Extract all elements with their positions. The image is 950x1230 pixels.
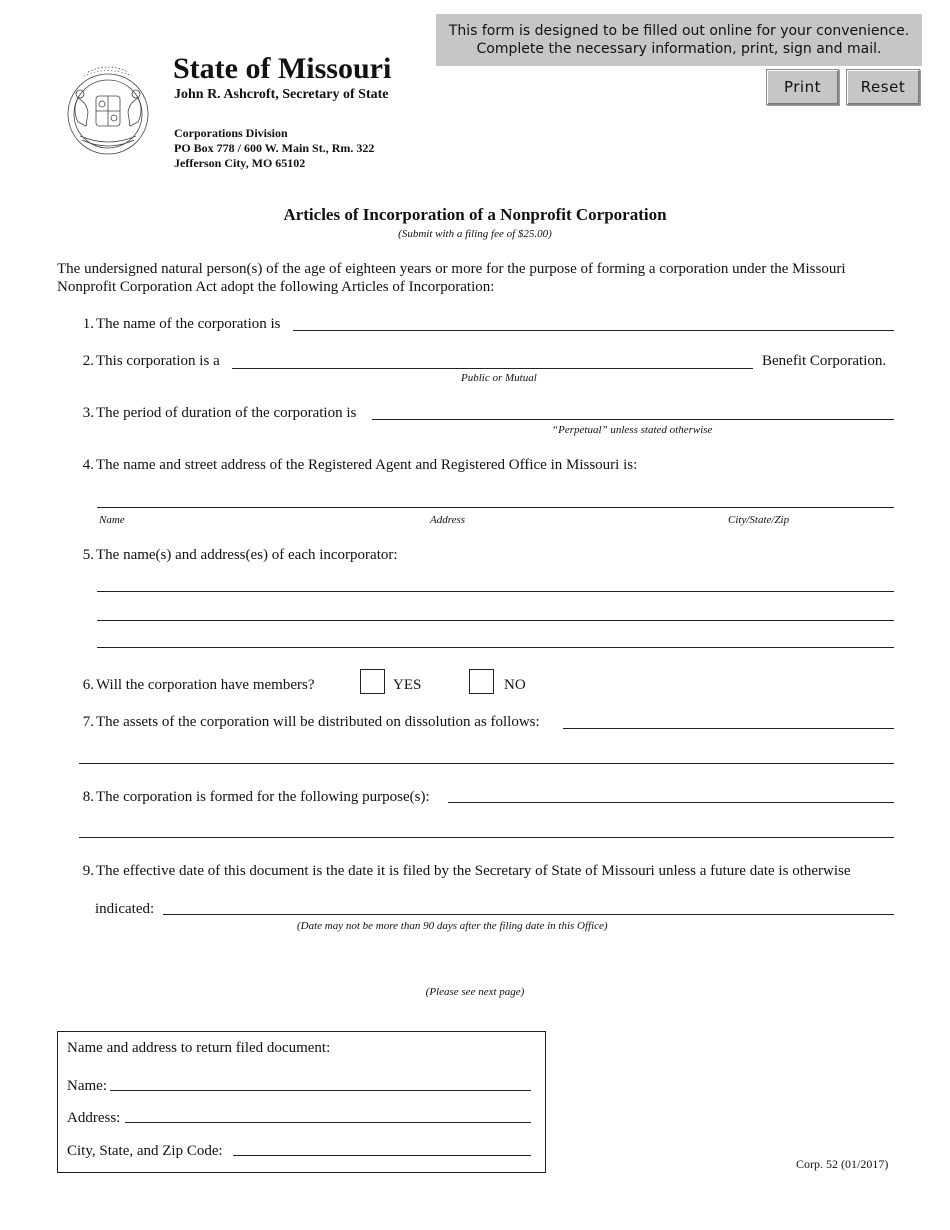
state-title: State of Missouri	[173, 52, 392, 85]
benefit-type-hint: Public or Mutual	[461, 372, 537, 384]
question-6	[74, 677, 314, 694]
question-9-label: The effective date of this document is the date it is filed by the Secretary of State of Missouri unless a future date is otherwise	[96, 863, 851, 879]
return-address-box	[57, 1031, 546, 1173]
question-8	[74, 789, 430, 806]
division-address	[174, 126, 374, 171]
purpose-field-line-1[interactable]	[448, 802, 894, 803]
online-notice-line1: This form is designed to be filled out online for your convenience.	[448, 23, 910, 39]
return-name-label: Name:	[67, 1078, 107, 1094]
benefit-type-field[interactable]	[232, 368, 753, 369]
online-notice-line2: Complete the necessary information, print, sign and mail.	[476, 41, 882, 57]
question-8-number: 8.	[82, 789, 94, 805]
question-9-number: 9.	[82, 863, 94, 879]
question-4-label: The name and street address of the Registered Agent and Registered Office in Missouri is:	[96, 457, 638, 473]
duration-field[interactable]	[372, 419, 894, 420]
state-seal-icon	[58, 60, 158, 160]
question-2-label: This corporation is a	[96, 353, 220, 369]
address-line2: Jefferson City, MO 65102	[174, 156, 306, 170]
incorporator-line-1[interactable]	[97, 591, 894, 592]
duration-hint: “Perpetual” unless stated otherwise	[552, 424, 713, 436]
return-name-field[interactable]	[110, 1090, 531, 1091]
effective-date-hint: (Date may not be more than 90 days after the filing date in this Office)	[297, 920, 608, 932]
document-title: Articles of Incorporation of a Nonprofit Corporation	[283, 205, 667, 224]
division-name: Corporations Division	[174, 126, 288, 140]
see-next-page-note: (Please see next page)	[425, 986, 525, 998]
question-5-number: 5.	[82, 547, 94, 563]
question-6-label: Will the corporation have members?	[96, 677, 315, 693]
question-9	[74, 863, 851, 880]
return-address-label: Address:	[67, 1110, 121, 1126]
question-6-number: 6.	[82, 677, 94, 693]
print-button[interactable]: Print	[766, 69, 839, 105]
question-4-number: 4.	[82, 457, 94, 473]
question-7-number: 7.	[82, 714, 94, 730]
return-city-label: City, State, and Zip Code:	[67, 1143, 223, 1159]
question-1-label: The name of the corporation is	[96, 316, 281, 332]
members-yes-checkbox[interactable]	[360, 669, 385, 694]
question-3-label: The period of duration of the corporation is	[96, 405, 357, 421]
question-3	[74, 405, 356, 422]
address-line1: PO Box 778 / 600 W. Main St., Rm. 322	[174, 141, 375, 155]
incorporator-line-3[interactable]	[97, 647, 894, 648]
question-2	[74, 353, 220, 370]
return-box-title: Name and address to return filed document:	[67, 1040, 331, 1056]
question-7-label: The assets of the corporation will be distributed on dissolution as follows:	[96, 714, 540, 730]
members-no-label: NO	[504, 677, 526, 693]
purpose-field-line-2[interactable]	[79, 837, 894, 838]
form-code: Corp. 52 (01/2017)	[796, 1157, 889, 1171]
members-yes-label: YES	[393, 677, 422, 693]
question-3-number: 3.	[82, 405, 94, 421]
question-4	[74, 457, 637, 474]
agent-name-caption: Name	[99, 514, 125, 526]
question-9-indicated: indicated:	[95, 901, 155, 917]
return-address-field[interactable]	[125, 1122, 531, 1123]
incorporator-line-2[interactable]	[97, 620, 894, 621]
document-subtitle: (Submit with a filing fee of $25.00)	[398, 228, 552, 240]
intro-paragraph: The undersigned natural person(s) of the age of eighteen years or more for the purpose of forming a corporation under the Missouri Nonprofit Corporation Act adopt the following Articles of Incorporation:	[57, 261, 846, 295]
registered-agent-field[interactable]	[97, 507, 894, 508]
return-city-field[interactable]	[233, 1155, 531, 1156]
question-7	[74, 714, 540, 731]
secretary-name: John R. Ashcroft, Secretary of State	[174, 87, 389, 102]
agent-city-caption: City/State/Zip	[728, 514, 790, 526]
members-no-checkbox[interactable]	[469, 669, 494, 694]
dissolution-field-line-2[interactable]	[79, 763, 894, 764]
online-notice	[436, 14, 922, 66]
question-2-suffix: Benefit Corporation.	[762, 353, 887, 369]
question-5-label: The name(s) and address(es) of each incorporator:	[96, 547, 398, 563]
dissolution-field-line-1[interactable]	[563, 728, 894, 729]
question-1-number: 1.	[82, 316, 94, 332]
effective-date-field[interactable]	[163, 914, 894, 915]
question-5	[74, 547, 398, 564]
question-8-label: The corporation is formed for the following purpose(s):	[96, 789, 430, 805]
agent-address-caption: Address	[430, 514, 466, 526]
question-1	[74, 316, 281, 333]
corporation-name-field[interactable]	[293, 330, 894, 331]
reset-button[interactable]: Reset	[846, 69, 920, 105]
question-2-number: 2.	[82, 353, 94, 369]
